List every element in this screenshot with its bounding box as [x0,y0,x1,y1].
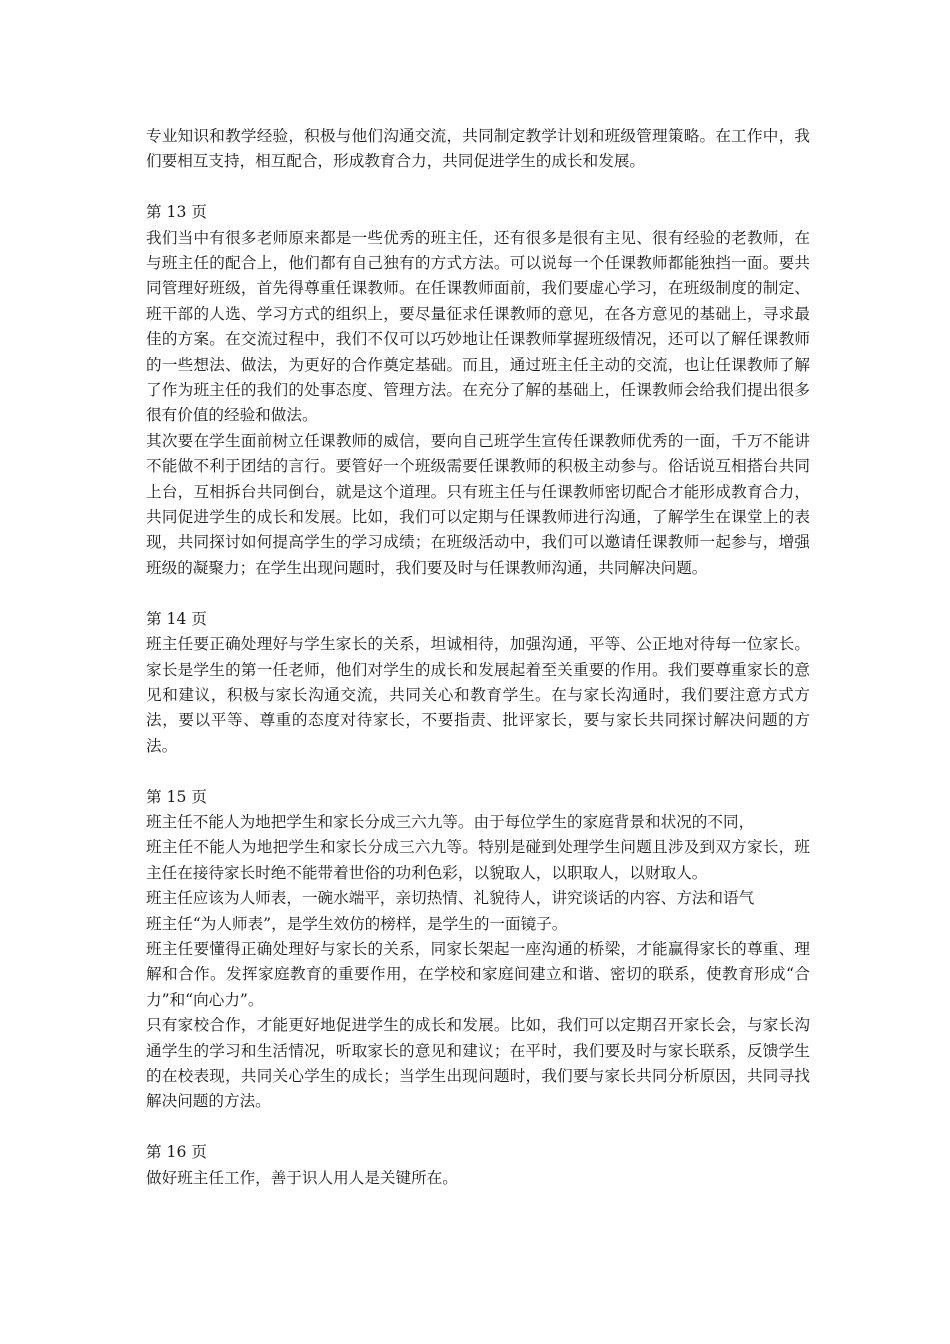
intro-paragraph: 专业知识和教学经验，积极与他们沟通交流，共同制定教学计划和班级管理策略。在工作中，我们要相互支持，相互配合，形成教育合力，共同促进学生的成长和发展。 [146,127,810,171]
paragraph: 班主任不能人为地把学生和家长分成三六九等。由于每位学生的家庭背景和状况的不同， [146,812,755,831]
page-heading-15: 第 15 页 [146,787,207,806]
page-heading-16: 第 16 页 [146,1143,207,1162]
paragraph: 做好班主任工作，善于识人用人是关键所在。 [146,1168,458,1187]
paragraph: 班主任应该为人师表，一碗水端平，亲切热情、礼貌待人，讲究谈话的内容、方法和语气 [146,889,755,908]
paragraph: 班主任“为人师表”，是学生效仿的榜样，是学生的一面镜子。 [146,914,568,933]
paragraph: 班主任不能人为地把学生和家长分成三六九等。特别是碰到处理学生问题且涉及到双方家长，班主任在接待家长时绝不能带着世俗的功利色彩，以貌取人，以职取人，以财取人。 [146,838,810,882]
section-gap [146,759,810,784]
paragraph: 班主任要懂得正确处理好与家长的关系，同家长架起一座沟通的桥梁，才能赢得家长的尊重、理解和合作。发挥家庭教育的重要作用，在学校和家庭间建立和谐、密切的联系，使教育形成“合力”和“向心力”。 [146,939,810,1009]
page-heading-13: 第 13 页 [146,203,207,222]
page-heading-14: 第 14 页 [146,609,207,628]
section-gap [146,581,810,606]
paragraph: 只有家校合作，才能更好地促进学生的成长和发展。比如，我们可以定期召开家长会，与家长沟通学生的学习和生活情况，听取家长的意见和建议；在平时，我们要及时与家长联系，反馈学生的在校表现，共同关心学生的成长；当学生出现问题时，我们要与家长共同分析原因，共同寻找解决问题的方法。 [146,1016,810,1111]
paragraph: 班主任要正确处理好与学生家长的关系，坦诚相待，加强沟通，平等、公正地对待每一位家长。家长是学生的第一任老师，他们对学生的成长和发展起着至关重要的作用。我们要尊重家长的意见和建议，积极与家长沟通交流，共同关心和教育学生。在与家长沟通时，我们要注意方式方法，要以平等、尊重的态度对待家长，不要指责、批评家长，要与家长共同探讨解决问题的方法。 [146,635,810,755]
section-gap [146,1115,810,1140]
document-page [146,124,810,1191]
section-gap [146,175,810,200]
paragraph: 我们当中有很多老师原来都是一些优秀的班主任，还有很多是很有主见、很有经验的老教师，在与班主任的配合上，他们都有自己独有的方式方法。可以说每一个任课教师都能独挡一面。要共同管理好班级，首先得尊重任课教师。在任课教师面前，我们要虚心学习，在班级制度的制定、班干部的人选、学习方式的组织上，要尽量征求任课教师的意见，在各方意见的基础上，寻求最佳的方案。在交流过程中，我们不仅可以巧妙地让任课教师掌握班级情况，还可以了解任课教师的一些想法、做法，为更好的合作奠定基础。而且，通过班主任主动的交流，也让任课教师了解了作为班主任的我们的处事态度、管理方法。在充分了解的基础上，任课教师会给我们提出很多很有价值的经验和做法。 [146,228,810,425]
paragraph: 其次要在学生面前树立任课教师的威信，要向自己班学生宣传任课教师优秀的一面，千万不能讲不能做不利于团结的言行。要管好一个班级需要任课教师的积极主动参与。俗话说互相搭台共同上台，互相拆台共同倒台，就是这个道理。只有班主任与任课教师密切配合才能形成教育合力，共同促进学生的成长和发展。比如，我们可以定期与任课教师进行沟通，了解学生在课堂上的表现，共同探讨如何提高学生的学习成绩；在班级活动中，我们可以邀请任课教师一起参与，增强班级的凝聚力；在学生出现问题时，我们要及时与任课教师沟通，共同解决问题。 [146,431,810,577]
